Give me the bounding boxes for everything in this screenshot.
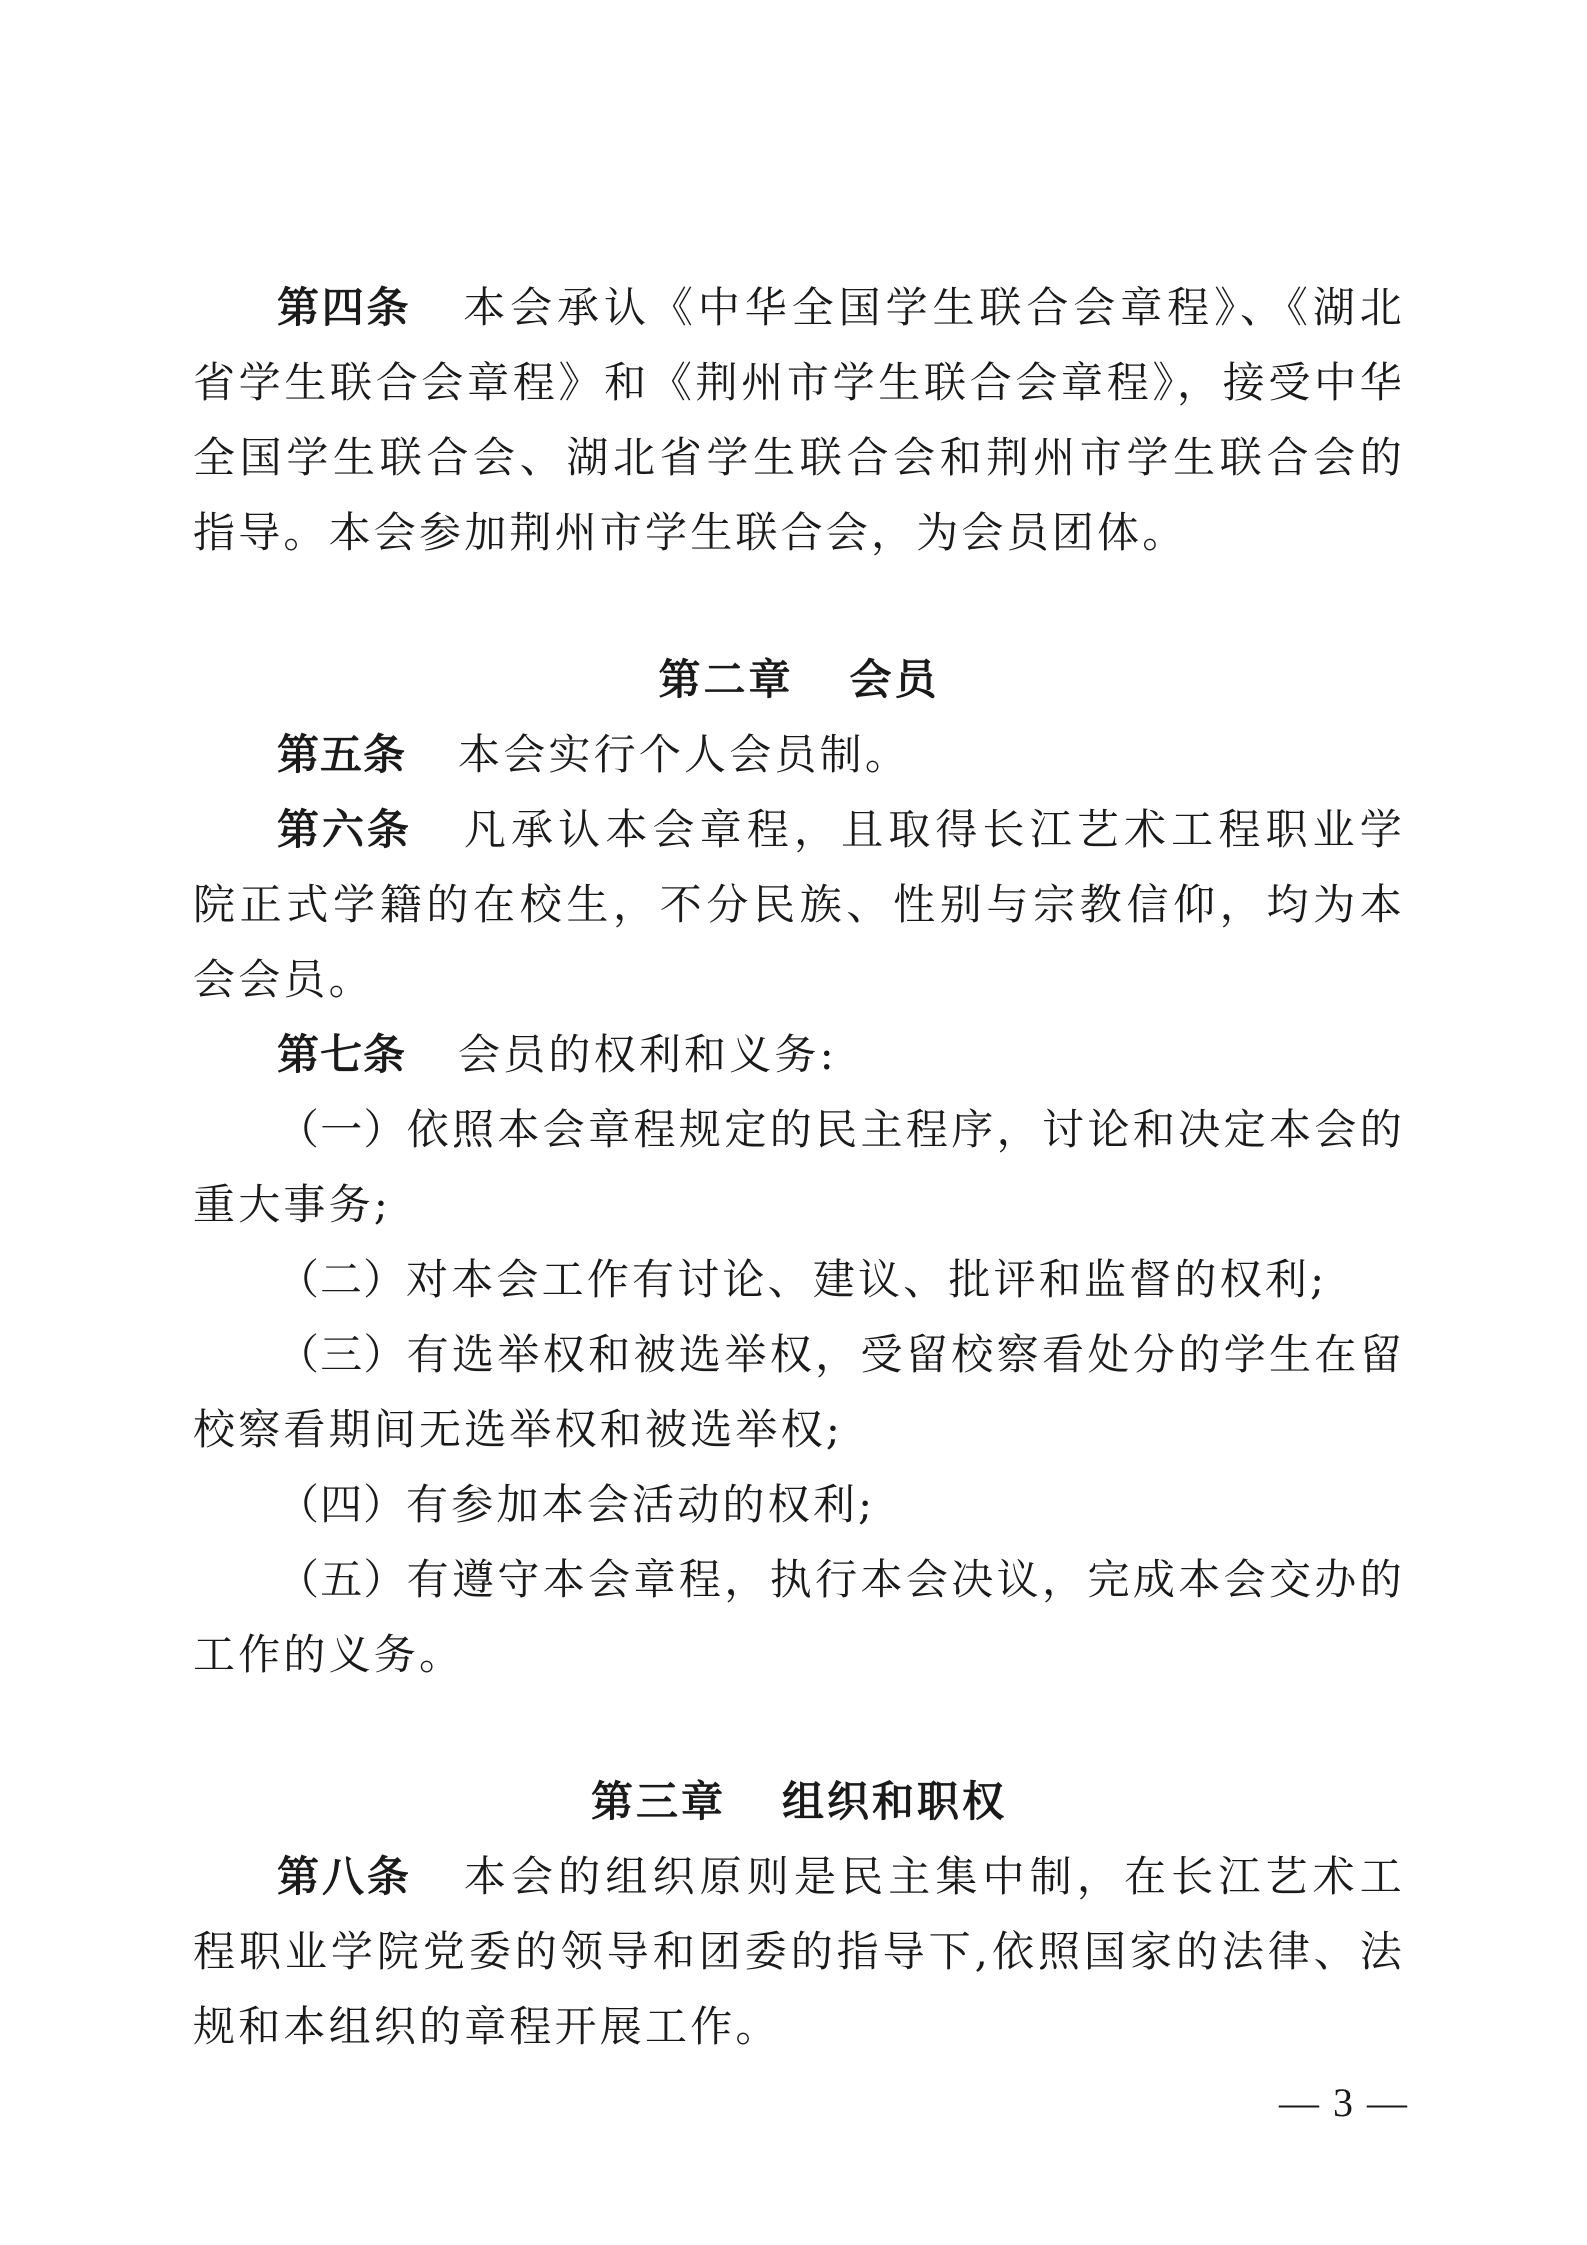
- item-2-number: （二）: [277, 1255, 407, 1304]
- article-6-text: 凡承认本会章程，且取得长江艺术工程职业学院正式学籍的在校生，不分民族、性别与宗教信仰，均为本会会员。: [193, 805, 1405, 1004]
- chapter-3-number: 第三章: [590, 1777, 726, 1826]
- article-7-number: 第七条: [277, 1030, 407, 1079]
- article-4-text: 本会承认《中华全国学生联合会章程》、《湖北省学生联合会章程》和《荆州市学生联合会章程》，接受中华全国学生联合会、湖北省学生联合会和荆州市学生联合会的指导。本会参加荆州市学生联合会，为会员团体。: [193, 283, 1405, 557]
- article-8-number: 第八条: [277, 1852, 412, 1901]
- item-5-number: （五）: [277, 1555, 407, 1604]
- item-2-text: 对本会工作有讨论、建议、批评和监督的权利;: [406, 1255, 1328, 1304]
- item-4-number: （四）: [277, 1480, 407, 1529]
- section-gap: [193, 1692, 1405, 1764]
- article-5: [193, 717, 1405, 792]
- item-5-text: 有遵守本会章程，执行本会决议，完成本会交办的工作的义务。: [193, 1555, 1405, 1679]
- chapter-3-title: 组织和职权: [782, 1777, 1008, 1826]
- article-5-number: 第五条: [277, 730, 407, 779]
- section-gap: [193, 570, 1405, 642]
- article-8: [193, 1839, 1405, 2064]
- article-8-text: 本会的组织原则是民主集中制，在长江艺术工程职业学院党委的领导和团委的指导下,依照国家的法律、法规和本组织的章程开展工作。: [193, 1852, 1405, 2051]
- article-7-item-5: [193, 1542, 1405, 1692]
- article-7-item-1: [193, 1092, 1405, 1242]
- article-7-text: 会员的权利和义务:: [458, 1030, 837, 1079]
- chapter-2-title: 会员: [849, 655, 940, 704]
- article-4-number: 第四条: [277, 283, 412, 332]
- article-5-text: 本会实行个人会员制。: [458, 730, 911, 779]
- article-4: [193, 270, 1405, 570]
- article-7-item-3: [193, 1317, 1405, 1467]
- chapter-3-heading: [193, 1764, 1405, 1839]
- article-6-number: 第六条: [277, 805, 412, 854]
- article-7-item-2: [193, 1242, 1405, 1317]
- item-3-number: （三）: [277, 1330, 407, 1379]
- article-7-item-4: [193, 1467, 1405, 1542]
- article-6: [193, 792, 1405, 1017]
- item-1-number: （一）: [277, 1105, 407, 1154]
- article-7: [193, 1017, 1405, 1092]
- item-1-text: 依照本会章程规定的民主程序，讨论和决定本会的重大事务;: [193, 1105, 1405, 1229]
- chapter-2-number: 第二章: [658, 655, 794, 704]
- item-3-text: 有选举权和被选举权，受留校察看处分的学生在留校察看期间无选举权和被选举权;: [193, 1330, 1405, 1454]
- item-4-text: 有参加本会活动的权利;: [406, 1480, 876, 1529]
- chapter-2-heading: [193, 642, 1405, 717]
- page-number: — 3 —: [1279, 2080, 1409, 2125]
- document-body: [193, 270, 1405, 2064]
